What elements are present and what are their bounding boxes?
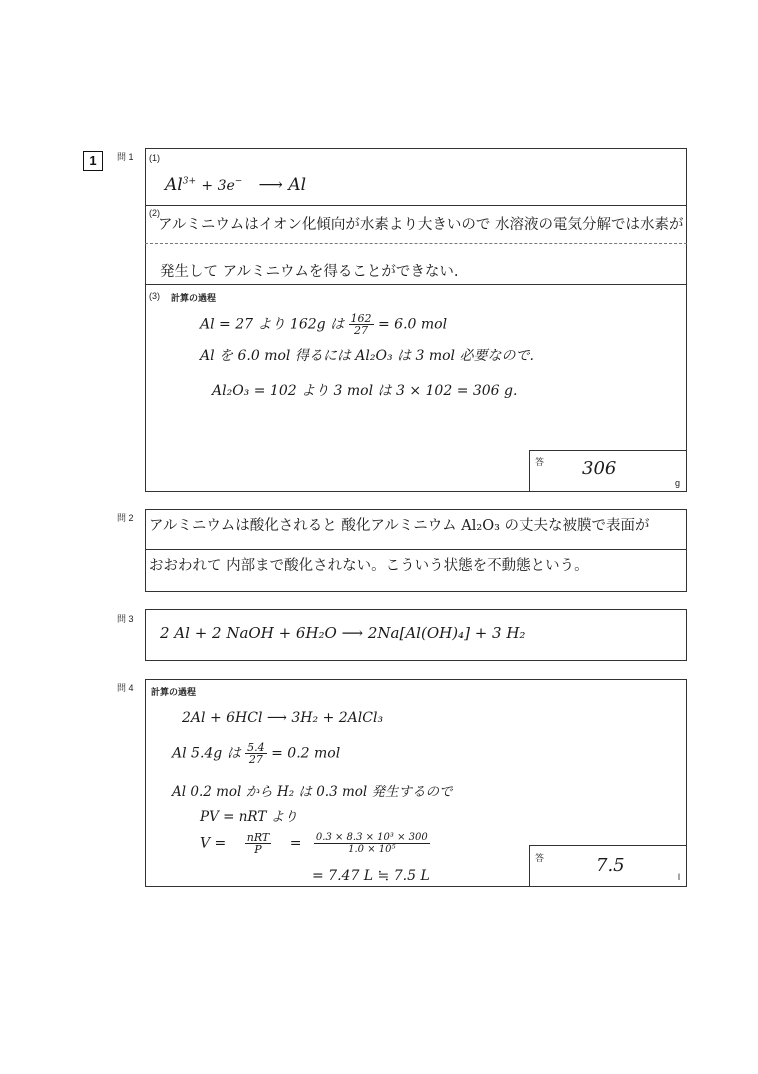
q1-part3-label: (3) xyxy=(149,291,160,301)
q2-line2: おおわれて 内部まで酸化されない。こういう状態を不動態という。 xyxy=(149,558,589,574)
q4-line3: Al 0.2 mol から H₂ は 0.3 mol 発生するので xyxy=(172,784,453,800)
q1-part3-fraction: $\frac{162}{27}$ xyxy=(350,312,372,337)
q2-line1: アルミニウムは酸化されると 酸化アルミニウム Al₂O₃ の丈夫な被膜で表面が xyxy=(149,518,650,534)
q2-label: 問 2 xyxy=(117,513,134,523)
q1-dashed-divider xyxy=(145,243,687,244)
q4-answer-label: 答 xyxy=(535,853,545,863)
q1-part2-line2: 発生して アルミニウムを得ることができない. xyxy=(160,264,459,280)
q1-label: 問 1 xyxy=(117,152,134,162)
q4-line6: = 7.47 L ≒ 7.5 L xyxy=(312,868,430,884)
q1-part1-label: (1) xyxy=(149,153,160,163)
q1-part3-line3: Al₂O₃ = 102 より 3 mol は 3 × 102 = 306 g. xyxy=(212,383,518,399)
q3-equation: 2 Al + 2 NaOH + 6H₂O ⟶ 2Na[Al(OH)₄] + 3 H₂ xyxy=(160,624,526,642)
q4-label: 問 4 xyxy=(117,683,134,693)
q1-answer-unit: g xyxy=(675,478,681,488)
q4-line5: V = $\frac{\text{nRT}}{P}$ = $\frac{\text{0.3 × 8.3 × 10³ × 300}}{\text{1.0 × 10⁵}}$ xyxy=(200,831,428,856)
q3-label: 問 3 xyxy=(117,614,134,624)
q1-answer-label: 答 xyxy=(535,457,545,467)
q4-line2-fraction: $\frac{5.4}{27}$ xyxy=(247,741,265,766)
q1-divider-1 xyxy=(145,205,687,206)
q4-process-label: 計算の過程 xyxy=(151,687,197,697)
q4-answer-unit: l xyxy=(678,872,680,882)
q1-part1-equation: $Al^{3+} + 3e^-$ ⟶ Al xyxy=(165,175,307,195)
q1-divider-2 xyxy=(145,284,687,285)
q1-part3-line1: Al = 27 より 162g は $\frac{162}{27}$ = 6.0 mol xyxy=(200,312,448,337)
q1-part3-process-label: 計算の過程 xyxy=(171,293,217,303)
q1-part2-label: (2) xyxy=(149,208,160,218)
q2-divider xyxy=(145,549,687,550)
q4-line5-fraction-2: $\frac{\text{0.3 × 8.3 × 10³ × 300}}{\text{1.0 × 10⁵}}$ xyxy=(315,832,428,855)
q4-answer-value: 7.5 xyxy=(596,855,625,876)
q4-line2: Al 5.4g は $\frac{5.4}{27}$ = 0.2 mol xyxy=(172,741,341,766)
q1-answer-value: 306 xyxy=(582,458,617,479)
question-number-box: 1 xyxy=(83,151,103,171)
q4-line4: PV = nRT より xyxy=(200,809,298,825)
q4-line1: 2Al + 6HCl ⟶ 3H₂ + 2AlCl₃ xyxy=(182,710,384,726)
q4-line5-fraction-1: $\frac{\text{nRT}}{P}$ xyxy=(246,831,270,856)
q1-part3-line2: Al を 6.0 mol 得るには Al₂O₃ は 3 mol 必要なので. xyxy=(200,348,534,364)
q1-part2-line1: アルミニウムはイオン化傾向が水素より大きいので 水溶液の電気分解では水素が xyxy=(158,217,684,233)
